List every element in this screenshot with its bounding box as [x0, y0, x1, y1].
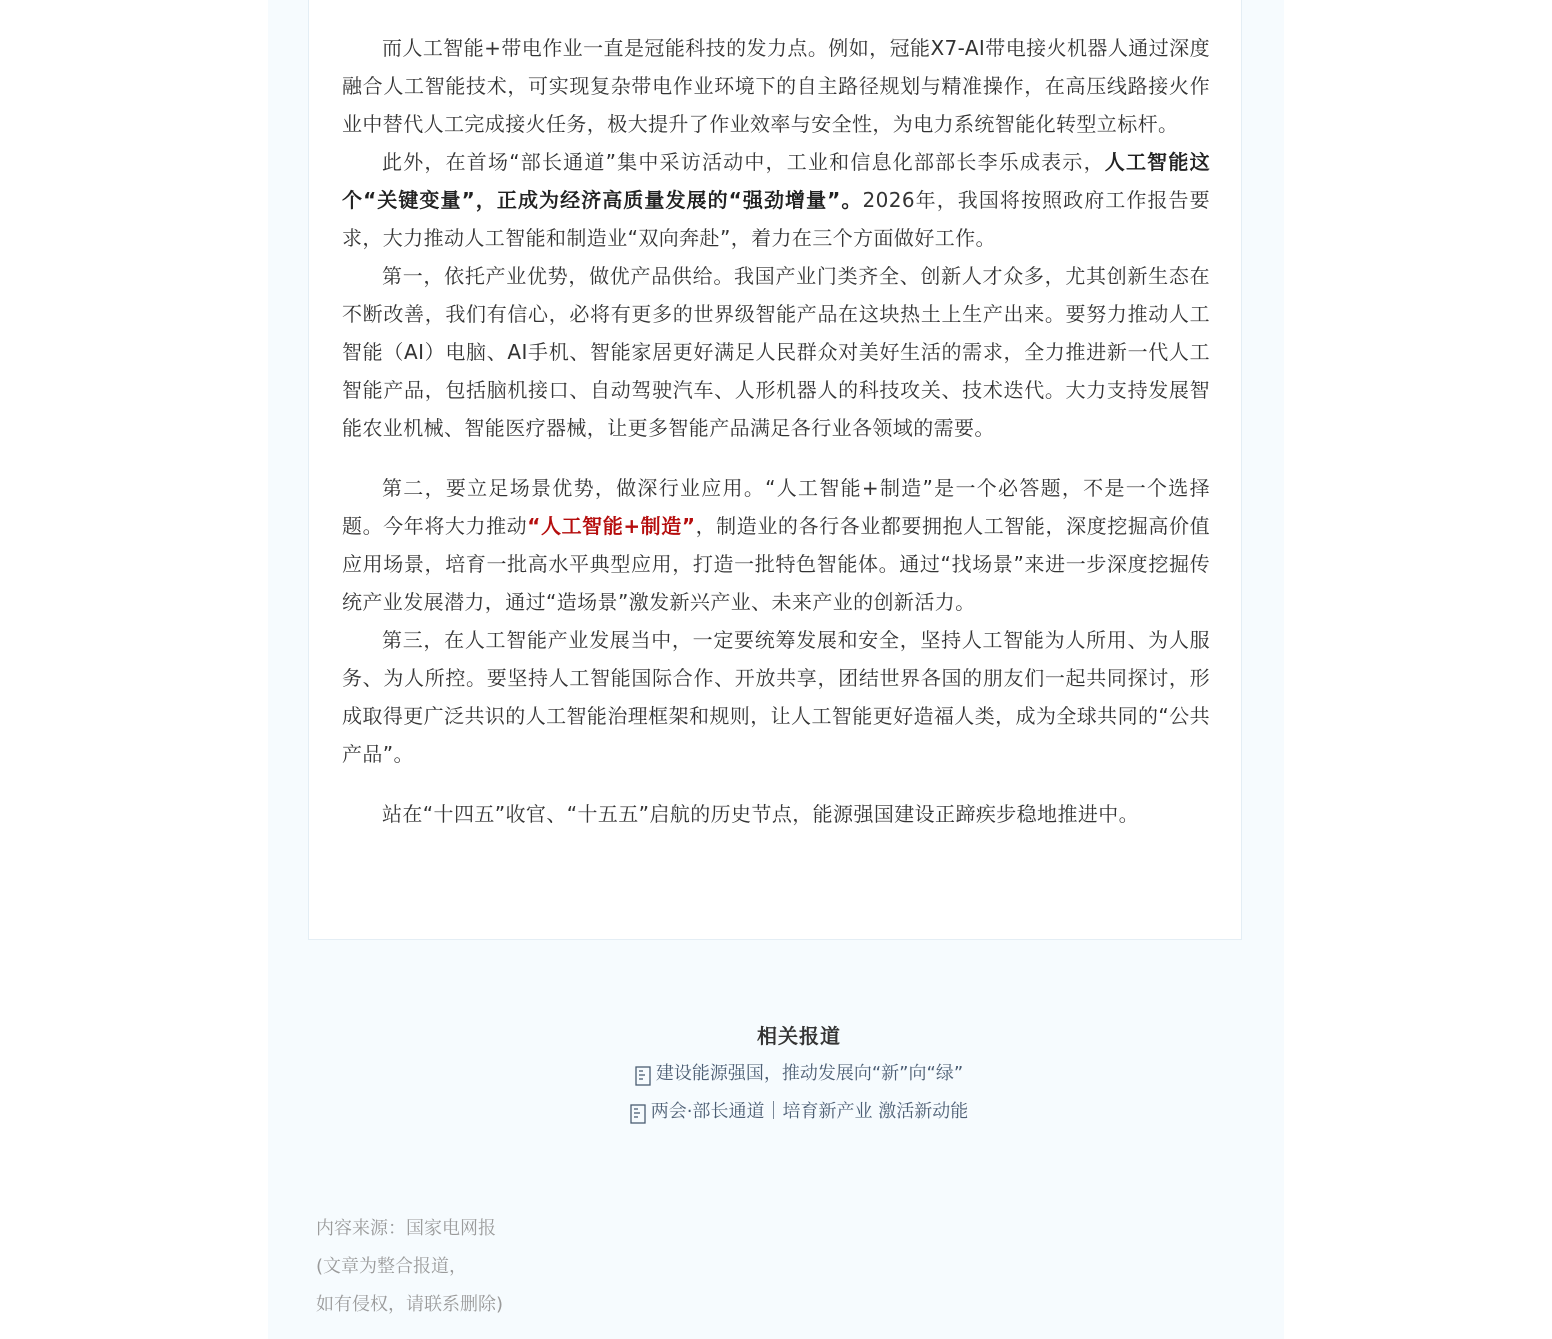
source-footer — [316, 1210, 503, 1324]
red-highlight: “人工智能+制造” — [527, 514, 696, 538]
paragraph-text: 此外，在首场“部长通道”集中采访活动中，工业和信息化部部长李乐成表示， — [382, 150, 1105, 174]
paragraph-text: 第二，要立足场景优势，做深行业应用。“人工智能+制造”是一个必答题，不是一个选择题。今年将大力推动 — [342, 476, 1210, 538]
document-icon — [630, 1100, 646, 1120]
related-link-label[interactable]: 两会·部长通道｜培育新产业 激活新动能 — [650, 1101, 969, 1122]
related-link-1[interactable] — [268, 1055, 1330, 1093]
article-paragraph-5: 第三，在人工智能产业发展当中，一定要统筹发展和安全，坚持人工智能为人所用、为人服务、为人所控。要坚持人工智能国际合作、开放共享，团结世界各国的朋友们一起共同探讨，形成取得更广泛共识的人工智能治理框架和规则，让人工智能更好造福人类，成为全球共同的“公共产品”。 — [342, 628, 1210, 766]
related-reports-title: 相关报道 — [757, 1024, 841, 1048]
related-link-label[interactable]: 建设能源强国，推动发展向“新”向“绿” — [655, 1063, 964, 1084]
article-body — [342, 29, 1210, 833]
copyright-note: 如有侵权，请联系删除) — [316, 1294, 504, 1315]
article-card — [308, 0, 1242, 940]
article-paragraph-6: 站在“十四五”收官、“十五五”启航的历史节点，能源强国建设正蹄疾步稳地推进中。 — [382, 802, 1140, 826]
related-reports — [268, 1017, 1330, 1131]
content-source: 内容来源：国家电网报 — [316, 1218, 496, 1239]
copyright-note: (文章为整合报道， — [316, 1256, 468, 1277]
article-paragraph-3: 第一，依托产业优势，做优产品供给。我国产业门类齐全、创新人才众多，尤其创新生态在不断改善，我们有信心，必将有更多的世界级智能产品在这块热土上生产出来。要努力推动人工智能（AI）电脑、AI手机、智能家居更好满足人民群众对美好生活的需求，全力推进新一代人工智能产品，包括脑机接口、自动驾驶汽车、人形机器人的科技攻关、技术迭代。大力支持发展智能农业机械、智能医疗器械，让更多智能产品满足各行业各领域的需要。 — [342, 264, 1210, 440]
article-paragraph-2 — [342, 143, 1210, 257]
bold-quote: 人工智能这个“关键变量”，正成为经济高质量发展的“强劲增量”。 — [342, 150, 1210, 212]
document-icon — [635, 1062, 651, 1082]
paragraph-text: 2026年，我国将按照政府工作报告要求，大力推动人工智能和制造业“双向奔赴”，着力在三个方面做好工作。 — [342, 188, 1210, 250]
article-paragraph-1: 而人工智能+带电作业一直是冠能科技的发力点。例如，冠能X7-AI带电接火机器人通过深度融合人工智能技术，可实现复杂带电作业环境下的自主路径规划与精准操作，在高压线路接火作业中替代人工完成接火任务，极大提升了作业效率与安全性，为电力系统智能化转型立标杆。 — [342, 36, 1210, 136]
page-container — [268, 0, 1284, 1339]
related-link-2[interactable] — [268, 1093, 1330, 1131]
article-paragraph-4 — [342, 469, 1210, 621]
paragraph-text: ，制造业的各行各业都要拥抱人工智能，深度挖掘高价值应用场景，培育一批高水平典型应用，打造一批特色智能体。通过“找场景”来进一步深度挖掘传统产业发展潜力，通过“造场景”激发新兴产业、未来产业的创新活力。 — [342, 514, 1210, 614]
